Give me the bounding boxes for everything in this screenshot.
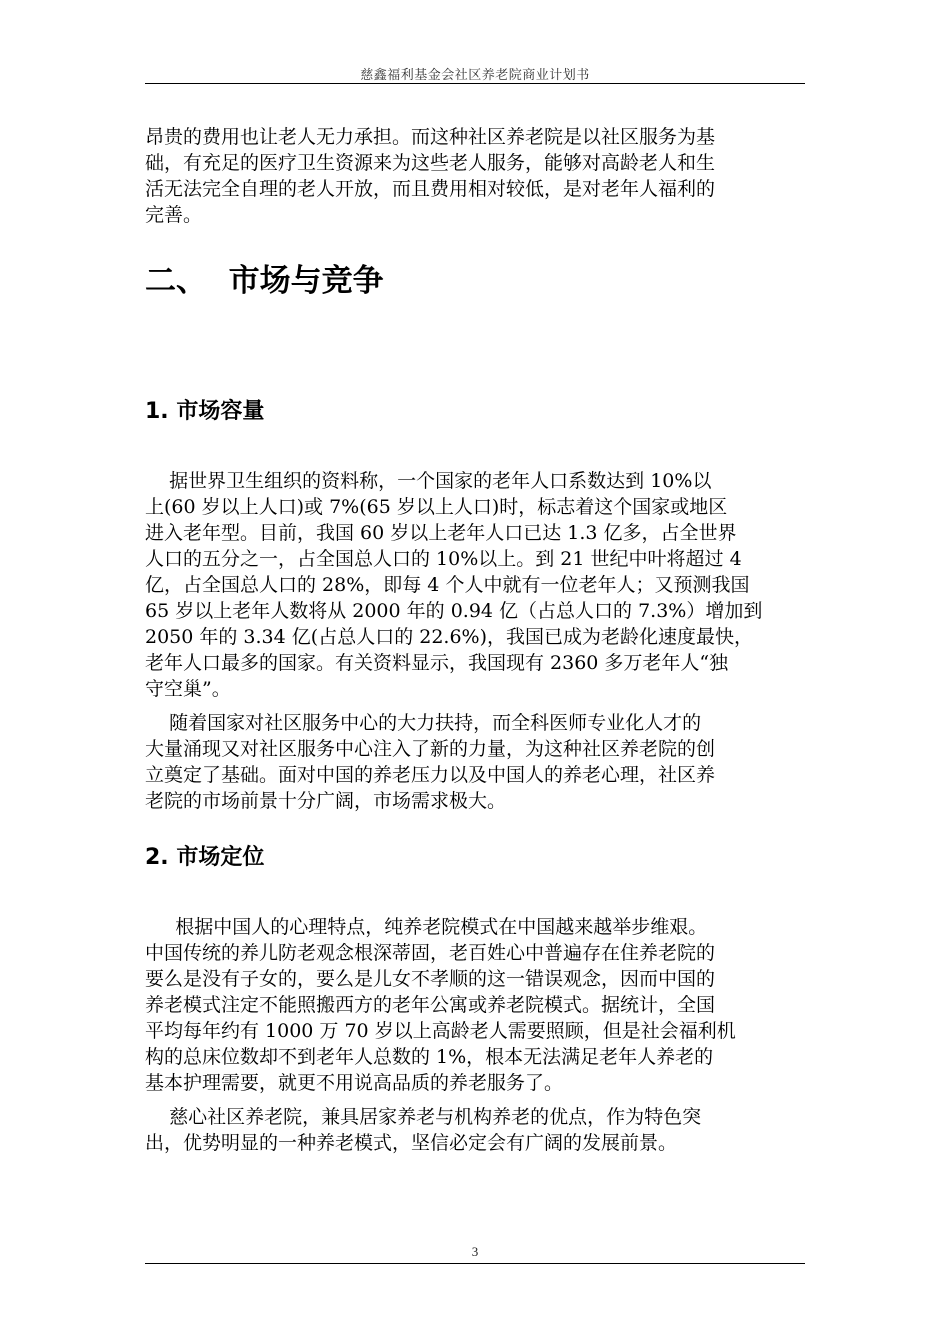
subsection-heading-market-capacity: 1. 市场容量 bbox=[145, 399, 265, 424]
intro-paragraph: 昂贵的费用也让老人无力承担。而这种社区养老院是以社区服务为基 础，有充足的医疗卫生资源来为这些老人服务，能够对高龄老人和生 活无法完全自理的老人开放，而且费用相对较低，是对老年人福利的 完善。 bbox=[145, 126, 716, 226]
footer-rule bbox=[145, 1263, 805, 1264]
market-capacity-paragraph-2: 随着国家对社区服务中心的大力扶持，而全科医师专业化人才的 大量涌现又对社区服务中心注入了新的力量，为这种社区养老院的创 立奠定了基础。面对中国的养老压力以及中国人的养老心理，社区养 老院的市场前景十分广阔，市场需求极大。 bbox=[145, 712, 716, 812]
header-rule bbox=[145, 83, 805, 84]
market-positioning-paragraph-1: 根据中国人的心理特点，纯养老院模式在中国越来越举步维艰。 中国传统的养儿防老观念根深蒂固，老百姓心中普遍存在住养老院的 要么是没有子女的，要么是儿女不孝顺的这一错误观念，因而中国的 养老模式注定不能照搬西方的老年公寓或养老院模式。据统计，全国 平均每年约有 1000 万 70 岁以上高龄老人需要照顾，但是社会福利机 构的总床位数却不到老年人总数的 1%，根本无法满足老年人养老的 基本护理需要，就更不用说高品质的养老服务了。 bbox=[145, 916, 736, 1094]
page-number: 3 bbox=[471, 1244, 479, 1259]
running-header: 慈鑫福利基金会社区养老院商业计划书 bbox=[360, 68, 590, 83]
subsection-heading-market-positioning: 2. 市场定位 bbox=[145, 845, 265, 870]
market-positioning-paragraph-2: 慈心社区养老院，兼具居家养老与机构养老的优点，作为特色突 出，优势明显的一种养老模式，坚信必定会有广阔的发展前景。 bbox=[145, 1106, 702, 1154]
market-capacity-paragraph-1: 据世界卫生组织的资料称，一个国家的老年人口系数达到 10%以 上(60 岁以上人口)或 7%(65 岁以上人口)时，标志着这个国家或地区 进入老年型。目前，我国 60 岁以上老年人口已达 1.3 亿多，占全世界 人口的五分之一，占全国总人口的 10%以上。到 21 世纪中叶将超过 4 亿，占全国总人口的 28%，即每 4 个人中就有一位老年人；又预测我国 65 岁以上老年人数将从 2000 年的 0.94 亿（占总人口的 7.3%）增加到 2050 年的 3.34 亿(占总人口的 22.6%)，我国已成为老龄化速度最快， 老年人口最多的国家。有关资料显示，我国现有 2360 多万老年人“独 守空巢”。 bbox=[145, 470, 763, 700]
section-heading: 二、 市场与竞争 bbox=[145, 263, 384, 299]
